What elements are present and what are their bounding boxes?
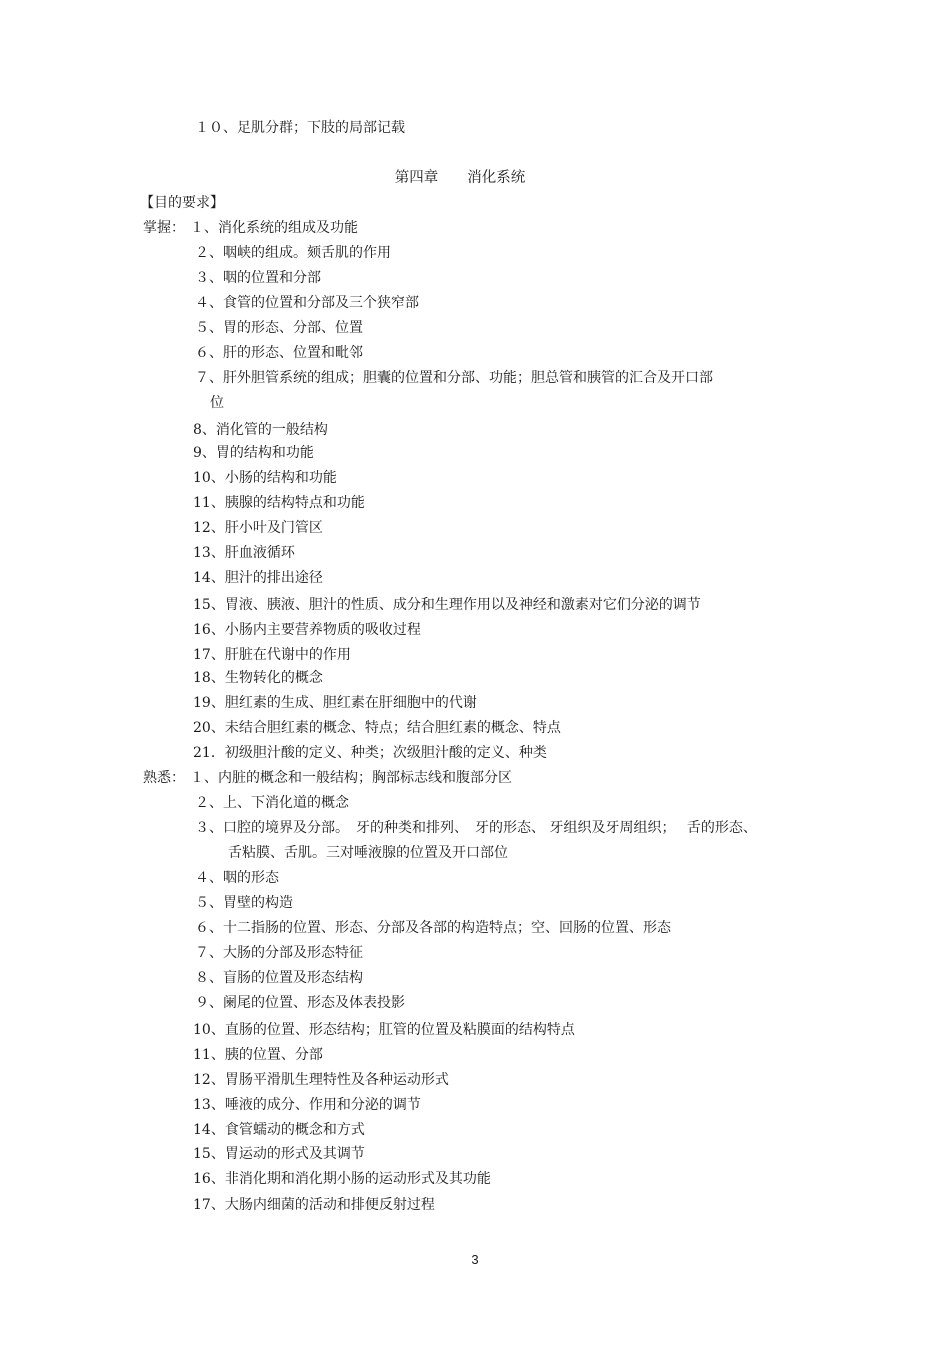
familiar-item: ７、大肠的分部及形态特征 xyxy=(195,945,363,961)
familiar-item: １、内脏的概念和一般结构；胸部标志线和腹部分区 xyxy=(190,770,512,786)
continued-line: １０、足肌分群；下肢的局部记载 xyxy=(195,120,405,136)
master-item: ３、咽的位置和分部 xyxy=(195,270,321,286)
familiar-item: ８、盲肠的位置及形态结构 xyxy=(195,970,363,986)
master-item: ７、肝外胆管系统的组成；胆囊的位置和分部、功能；胆总管和胰管的汇合及开口部 xyxy=(195,370,713,386)
familiar-label: 熟悉： xyxy=(143,770,185,786)
master-item: 16、小肠内主要营养物质的吸收过程 xyxy=(193,622,421,638)
master-item: 15、胃液、胰液、胆汁的性质、成分和生理作用以及神经和激素对它们分泌的调节 xyxy=(193,597,701,613)
master-item: ４、食管的位置和分部及三个狭窄部 xyxy=(195,295,419,311)
familiar-item: 13、唾液的成分、作用和分泌的调节 xyxy=(193,1097,421,1113)
master-item: 19、胆红素的生成、胆红素在肝细胞中的代谢 xyxy=(193,695,477,711)
familiar-item: ９、阑尾的位置、形态及体表投影 xyxy=(195,995,405,1011)
familiar-item: ３、口腔的境界及分部。 牙的种类和排列、 牙的形态、 牙组织及牙周组织； 舌的形态、 xyxy=(195,820,757,836)
familiar-item-continuation: 舌粘膜、舌肌。三对唾液腺的位置及开口部位 xyxy=(228,845,508,861)
master-item: 11、胰腺的结构特点和功能 xyxy=(193,495,365,511)
master-item: ２、咽峡的组成。颏舌肌的作用 xyxy=(195,245,391,261)
chapter-title: 第四章 消化系统 xyxy=(394,170,526,186)
master-item: 21．初级胆汁酸的定义、种类；次级胆汁酸的定义、种类 xyxy=(193,745,547,761)
familiar-item: ５、胃壁的构造 xyxy=(195,895,293,911)
page-number: 3 xyxy=(471,1252,479,1267)
familiar-item: ２、上、下消化道的概念 xyxy=(195,795,349,811)
familiar-item: ４、咽的形态 xyxy=(195,870,279,886)
master-item: 14、胆汁的排出途径 xyxy=(193,570,323,586)
familiar-item: 16、非消化期和消化期小肠的运动形式及其功能 xyxy=(193,1171,491,1187)
master-item: 13、肝血液循环 xyxy=(193,545,295,561)
familiar-item: 10、直肠的位置、形态结构；肛管的位置及粘膜面的结构特点 xyxy=(193,1022,575,1038)
familiar-item: 11、胰的位置、分部 xyxy=(193,1047,323,1063)
master-item: 8、消化管的一般结构 xyxy=(193,422,328,438)
familiar-item: 12、胃肠平滑肌生理特性及各种运动形式 xyxy=(193,1072,449,1088)
familiar-item: ６、十二指肠的位置、形态、分部及各部的构造特点；空、回肠的位置、形态 xyxy=(195,920,671,936)
master-item: ５、胃的形态、分部、位置 xyxy=(195,320,363,336)
master-item: 9、胃的结构和功能 xyxy=(193,445,314,461)
master-item: 12、肝小叶及门管区 xyxy=(193,520,323,536)
master-item: 10、小肠的结构和功能 xyxy=(193,470,337,486)
master-item: 18、生物转化的概念 xyxy=(193,670,323,686)
master-item: ６、肝的形态、位置和毗邻 xyxy=(195,345,363,361)
master-item-continuation: 位 xyxy=(210,395,224,411)
master-label: 掌握： xyxy=(143,220,185,236)
master-item: 20、未结合胆红素的概念、特点；结合胆红素的概念、特点 xyxy=(193,720,561,736)
master-item: １、消化系统的组成及功能 xyxy=(190,220,358,236)
familiar-item: 15、胃运动的形式及其调节 xyxy=(193,1146,365,1162)
familiar-item: 17、大肠内细菌的活动和排便反射过程 xyxy=(193,1197,435,1213)
section-title: 【目的要求】 xyxy=(140,195,224,211)
familiar-item: 14、食管蠕动的概念和方式 xyxy=(193,1122,365,1138)
master-item: 17、肝脏在代谢中的作用 xyxy=(193,647,351,663)
